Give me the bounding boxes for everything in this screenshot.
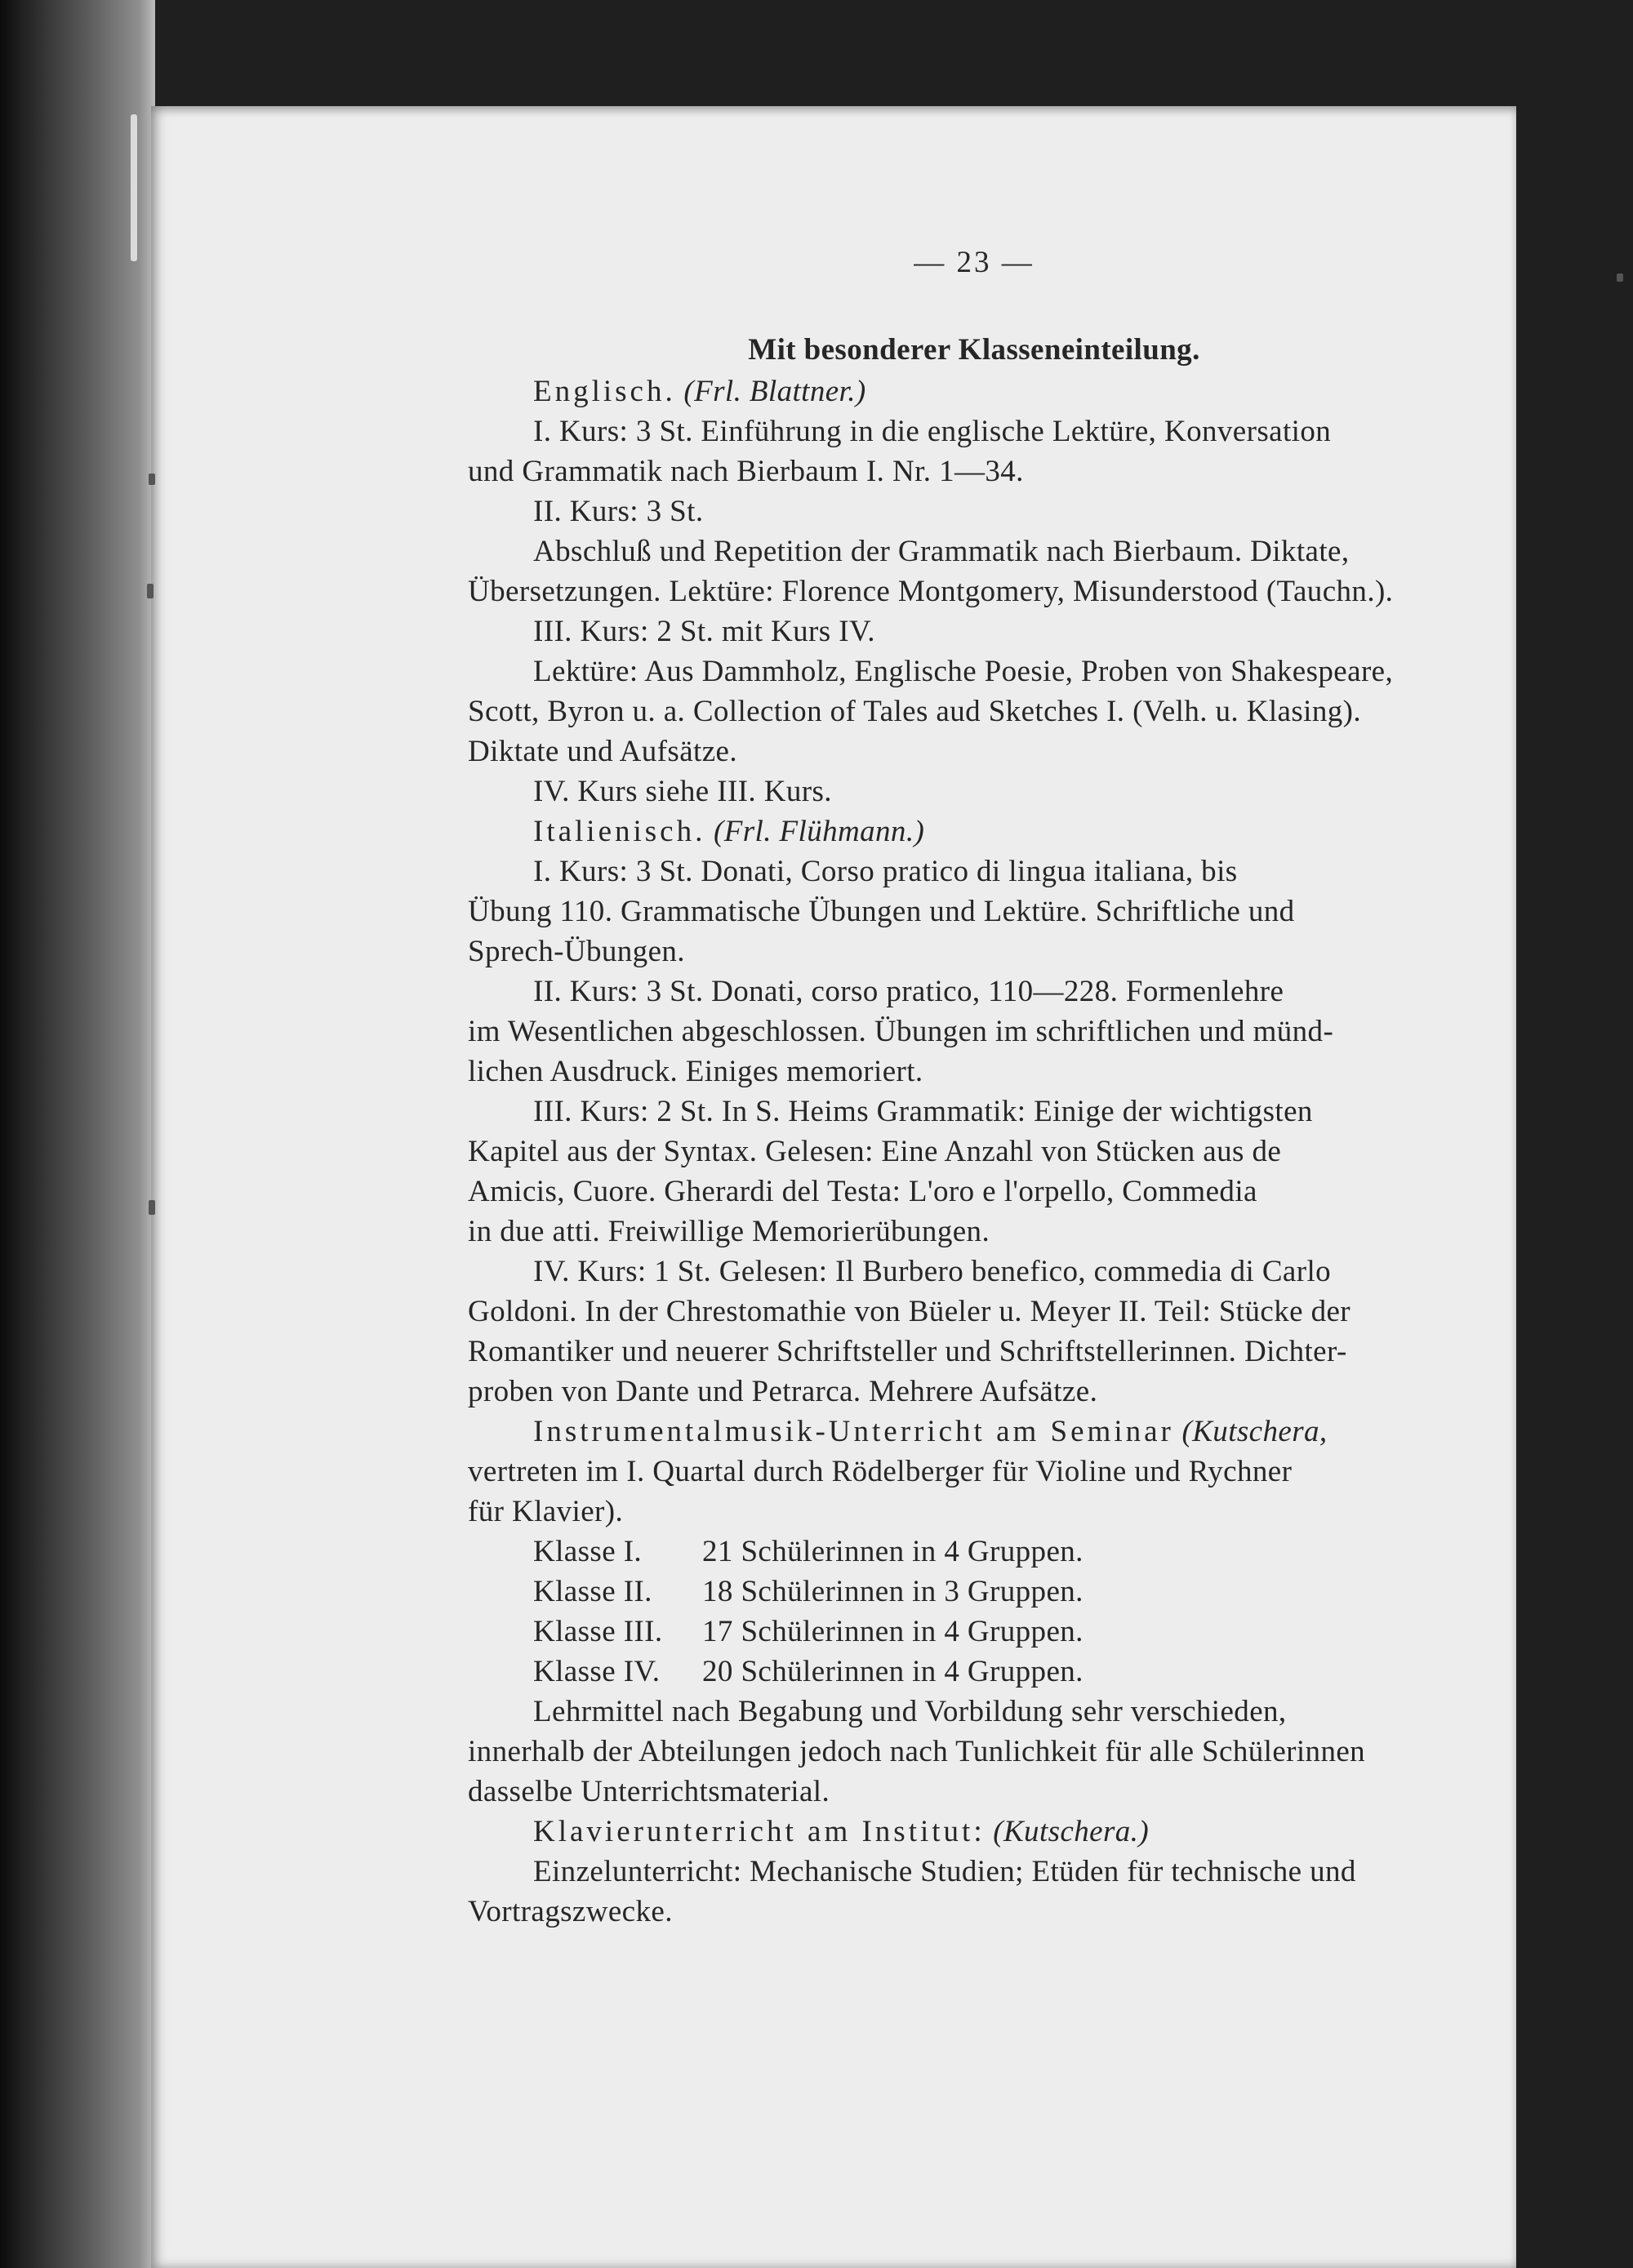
page-edge (131, 114, 137, 261)
subject-title: Englisch. (533, 375, 676, 408)
text-line: Goldoni. In der Chrestomathie von Büeler u. Meyer II. Teil: Stücke der (468, 1295, 1351, 1328)
subject-title: Klavierunterricht am Institut: (533, 1815, 986, 1848)
text-line: Scott, Byron u. a. Collection of Tales aud Sketches I. (Velh. u. Klasing). (468, 695, 1361, 728)
page-number: — 23 — (914, 246, 1035, 279)
margin-speck (149, 1200, 155, 1215)
klasse-label: Klasse IV. (533, 1655, 661, 1688)
text-line: IV. Kurs siehe III. Kurs. (533, 775, 832, 808)
text-line: Übersetzungen. Lektüre: Florence Montgomery, Misunderstood (Tauchn.). (468, 575, 1394, 608)
text-line: Lektüre: Aus Dammholz, Englische Poesie, Proben von Shakespeare, (533, 655, 1394, 688)
text-line: Übung 110. Grammatische Übungen und Lektüre. Schriftliche und (468, 895, 1295, 928)
text-line: I. Kurs: 3 St. Donati, Corso pratico di lingua italiana, bis (533, 855, 1238, 888)
text-line: III. Kurs: 2 St. In S. Heims Grammatik: Einige der wichtigsten (533, 1095, 1313, 1128)
text-line: vertreten im I. Quartal durch Rödelberger für Violine und Rychner (468, 1455, 1293, 1488)
margin-speck (149, 474, 155, 485)
subject-title: Italienisch. (533, 815, 706, 848)
text-line: Romantiker und neuerer Schriftsteller und Schriftstellerinnen. Dichter- (468, 1335, 1347, 1368)
subject-klavier (533, 1814, 1149, 1849)
klasse-text: 17 Schülerinnen in 4 Gruppen. (702, 1615, 1083, 1648)
text-line: proben von Dante und Petrarca. Mehrere Aufsätze. (468, 1375, 1098, 1408)
book-spine (0, 0, 155, 2268)
text-line: Abschluß und Repetition der Grammatik nach Bierbaum. Diktate, (533, 535, 1350, 568)
text-line: im Wesentlichen abgeschlossen. Übungen im schriftlichen und münd- (468, 1015, 1334, 1048)
subject-englisch (533, 374, 866, 409)
klasse-row (533, 1534, 1083, 1569)
teacher-name: (Kutschera, (1181, 1415, 1328, 1448)
document-page (151, 106, 1516, 2268)
text-line: Vortragszwecke. (468, 1895, 673, 1928)
text-line: für Klavier). (468, 1495, 624, 1528)
text-line: II. Kurs: 3 St. Donati, corso pratico, 110—228. Formenlehre (533, 975, 1284, 1008)
text-line: in due atti. Freiwillige Memorierübungen. (468, 1215, 990, 1248)
section-heading: Mit besonderer Klasseneinteilung. (748, 333, 1200, 367)
text-line: lichen Ausdruck. Einiges memoriert. (468, 1055, 923, 1088)
subject-title: Instrumentalmusik-Unterricht am Seminar (533, 1415, 1174, 1448)
text-line: II. Kurs: 3 St. (533, 495, 704, 528)
subject-italienisch (533, 814, 924, 849)
text-line: III. Kurs: 2 St. mit Kurs IV. (533, 615, 875, 648)
klasse-label: Klasse I. (533, 1535, 643, 1568)
teacher-name: (Kutschera.) (993, 1815, 1150, 1848)
text-line: Sprech-Übungen. (468, 935, 685, 968)
klasse-label: Klasse III. (533, 1615, 663, 1648)
text-line: und Grammatik nach Bierbaum I. Nr. 1—34. (468, 455, 1024, 488)
text-line: I. Kurs: 3 St. Einführung in die englische Lektüre, Konversation (533, 415, 1332, 448)
margin-speck (1617, 273, 1623, 282)
klasse-text: 18 Schülerinnen in 3 Gruppen. (702, 1575, 1083, 1608)
text-line: dasselbe Unterrichtsmaterial. (468, 1775, 830, 1808)
margin-speck (147, 584, 154, 598)
klasse-row (533, 1614, 1083, 1649)
klasse-text: 21 Schülerinnen in 4 Gruppen. (702, 1535, 1083, 1568)
teacher-name: (Frl. Flühmann.) (714, 815, 925, 848)
text-line: Kapitel aus der Syntax. Gelesen: Eine Anzahl von Stücken aus de (468, 1135, 1282, 1168)
teacher-name: (Frl. Blattner.) (683, 375, 866, 408)
text-line: Einzelunterricht: Mechanische Studien; Etüden für technische und (533, 1855, 1356, 1888)
klasse-row (533, 1574, 1083, 1609)
text-line: Lehrmittel nach Begabung und Vorbildung sehr verschieden, (533, 1695, 1287, 1728)
klasse-row (533, 1654, 1083, 1689)
subject-instrumentalmusik (533, 1414, 1328, 1449)
text-line: IV. Kurs: 1 St. Gelesen: Il Burbero benefico, commedia di Carlo (533, 1255, 1332, 1288)
text-line: Amicis, Cuore. Gherardi del Testa: L'oro e l'orpello, Commedia (468, 1175, 1257, 1208)
text-line: innerhalb der Abteilungen jedoch nach Tunlichkeit für alle Schülerinnen (468, 1735, 1366, 1768)
klasse-text: 20 Schülerinnen in 4 Gruppen. (702, 1655, 1083, 1688)
klasse-label: Klasse II. (533, 1575, 652, 1608)
text-line: Diktate und Aufsätze. (468, 735, 737, 768)
